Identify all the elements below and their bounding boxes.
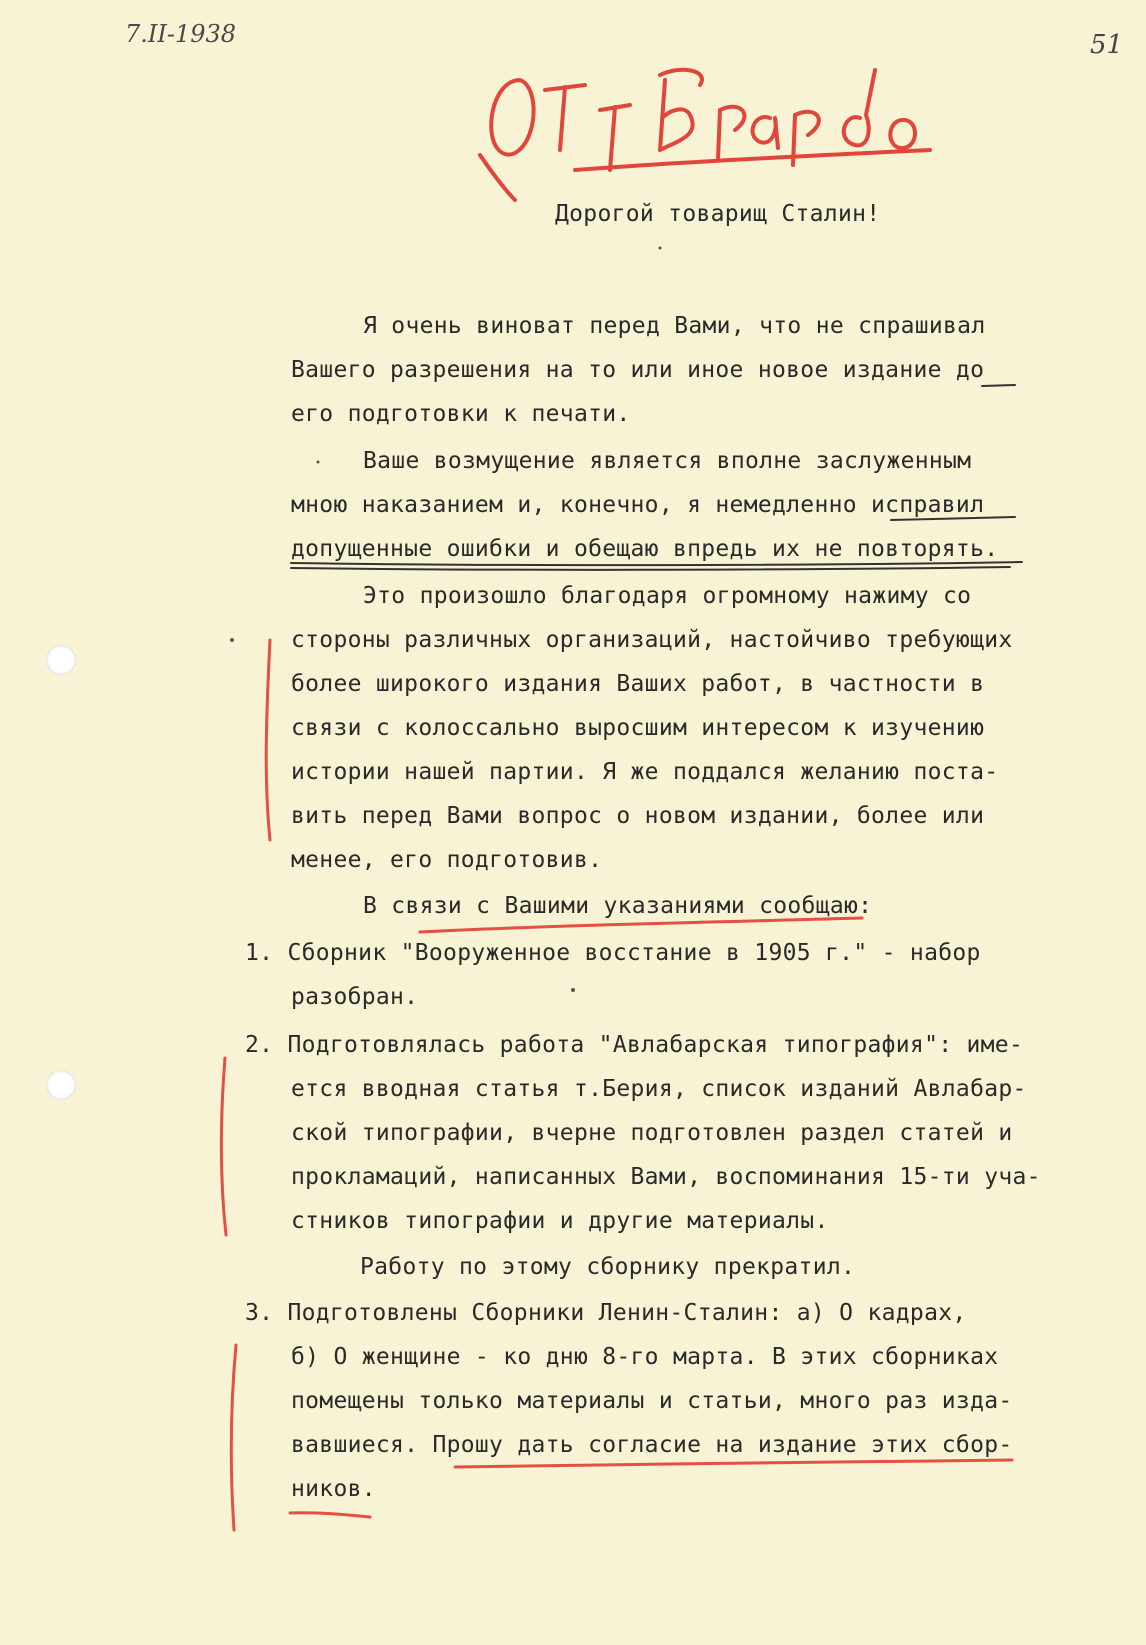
text-line-3: его подготовки к печати.	[291, 401, 631, 427]
text-line-5: мною наказанием и, конечно, я немедленно исправил	[291, 492, 985, 518]
text-line-10: связи с колоссально выросшим интересом к изучению	[291, 715, 985, 741]
margin-line-2	[221, 1058, 226, 1235]
text-line-11: истории нашей партии. Я же поддался желанию поста-	[291, 759, 999, 785]
list-item-3-cont-2: помещены только материалы и статьи, много раз изда-	[291, 1388, 1013, 1414]
page-number: 51	[1090, 30, 1124, 60]
list-item-1-cont: разобран.	[291, 984, 419, 1010]
red-underline-nikov	[290, 1513, 370, 1517]
text-line-14: В связи с Вашими указаниями сообщаю:	[363, 893, 873, 919]
list-item-3-cont-4: ников.	[291, 1476, 376, 1502]
text-line-work-stopped: Работу по этому сборнику прекратил.	[360, 1254, 856, 1280]
margin-line-1	[266, 640, 270, 840]
list-item-2-cont-2: ской типографии, вчерне подготовлен раздел статей и	[291, 1120, 1013, 1146]
underline-errors	[291, 562, 1022, 565]
text-line-1: Я очень виноват перед Вами, что не спрашивал	[363, 313, 986, 339]
archive-date-note: 7.II-1938	[125, 20, 237, 48]
red-underline-request	[455, 1460, 1012, 1467]
text-line-4: Ваше возмущение является вполне заслуженным	[363, 448, 972, 474]
salutation: Дорогой товарищ Сталин!	[555, 201, 881, 227]
red-underline-instructions	[420, 918, 862, 932]
underline-do	[982, 385, 1015, 386]
underline-ispravil	[891, 517, 1015, 520]
text-line-7: Это произошло благодаря огромному нажиму со	[363, 583, 972, 609]
text-line-12: вить перед Вами вопрос о новом издании, более или	[291, 803, 985, 829]
text-line-13: менее, его подготовив.	[291, 847, 603, 873]
list-item-2: 2. Подготовлялась работа "Авлабарская типография": име-	[245, 1032, 1024, 1058]
text-line-9: более широкого издания Ваших работ, в частности в	[291, 671, 985, 697]
list-item-1: 1. Сборник "Вооруженное восстание в 1905 г." - набор	[245, 940, 981, 966]
list-item-2-cont-1: ется вводная статья т.Берия, список изданий Авлабар-	[291, 1076, 1027, 1102]
list-item-2-cont-3: прокламаций, написанных Вами, воспоминания 15-ти уча-	[291, 1164, 1041, 1190]
list-item-3: 3. Подготовлены Сборники Ленин-Сталин: а) О кадрах,	[245, 1300, 967, 1326]
margin-line-3	[231, 1345, 236, 1530]
list-item-2-cont-4: стников типографии и другие материалы.	[291, 1208, 829, 1234]
list-item-3-cont-3: вавшиеся. Прошу дать согласие на издание этих сбор-	[291, 1432, 1013, 1458]
text-line-2: Вашего разрешения на то или иное новое издание до	[291, 357, 985, 383]
list-item-3-cont-1: б) О женщине - ко дню 8-го марта. В этих сборниках	[291, 1344, 999, 1370]
text-line-8: стороны различных организаций, настойчиво требующих	[291, 627, 1013, 653]
text-line-6: допущенные ошибки и обещаю впредь их не повторять.	[291, 536, 999, 562]
